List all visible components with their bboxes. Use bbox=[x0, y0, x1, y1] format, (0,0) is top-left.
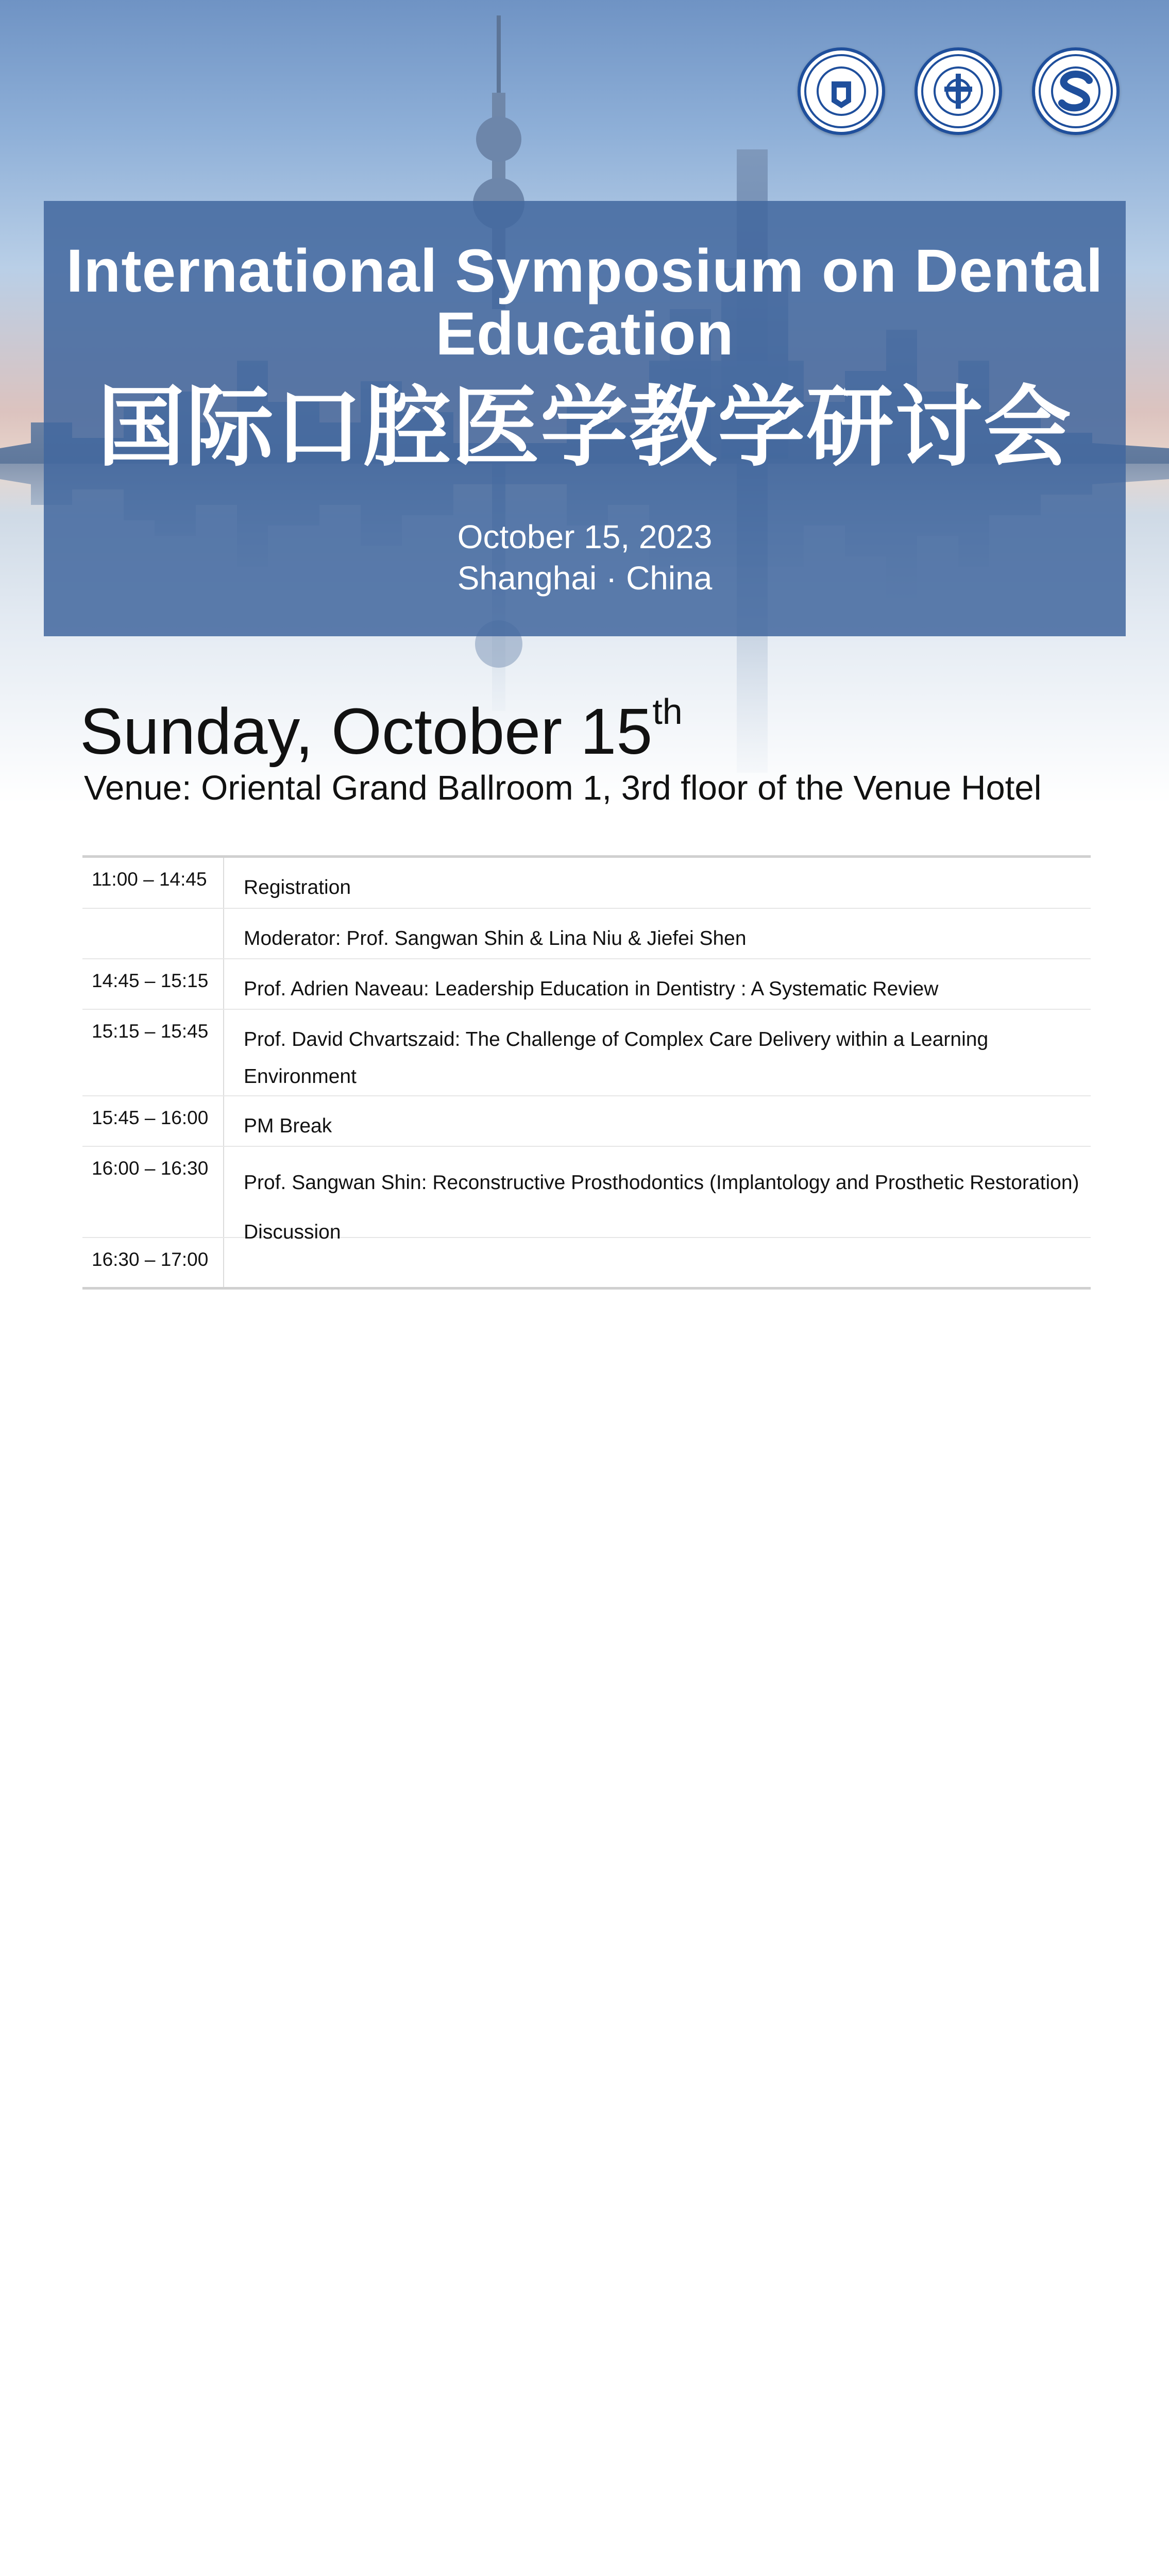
day-heading bbox=[80, 693, 683, 770]
time-cell: 15:15 – 15:45 bbox=[82, 1010, 224, 1095]
table-row bbox=[82, 1096, 1091, 1147]
title-english: International Symposium on Dental Education bbox=[66, 237, 1104, 368]
table-row bbox=[82, 1237, 1091, 1287]
table-row bbox=[82, 1010, 1091, 1096]
event-location: Shanghai · China bbox=[457, 560, 713, 597]
day-title-suffix: th bbox=[652, 691, 683, 732]
description-cell: PM Break bbox=[244, 1115, 332, 1137]
event-date: October 15, 2023 bbox=[457, 518, 713, 555]
title-chinese: 国际口腔医学教学研讨会 bbox=[97, 377, 1072, 479]
time-cell: 15:45 – 16:00 bbox=[82, 1096, 224, 1146]
venue-line: Venue: Oriental Grand Ballroom 1, 3rd floor of the Venue Hotel bbox=[84, 769, 1042, 807]
time-cell: 16:30 – 17:00 bbox=[82, 1238, 224, 1287]
table-row bbox=[82, 959, 1091, 1010]
day-title: Sunday, October 15 bbox=[80, 695, 653, 768]
description-cell bbox=[224, 1238, 1091, 1287]
description-cell: Moderator: Prof. Sangwan Shin & Lina Niu & Jiefei Shen bbox=[244, 927, 747, 950]
schedule-table bbox=[82, 855, 1091, 1290]
table-row bbox=[82, 858, 1091, 909]
description-cell: Registration bbox=[244, 876, 351, 899]
table-row bbox=[82, 909, 1091, 959]
description-cell: Prof. Sangwan Shin: Reconstructive Prosthodontics (Implantology and Prosthetic Restoration) bbox=[244, 1172, 1079, 1194]
description-cell: Prof. Adrien Naveau: Leadership Education in Dentistry : A Systematic Review bbox=[244, 978, 939, 1000]
time-cell: 14:45 – 15:15 bbox=[82, 959, 224, 1009]
table-row bbox=[82, 1147, 1091, 1243]
description-cell: Discussion bbox=[244, 1221, 341, 1243]
university-seal-icon bbox=[798, 47, 885, 135]
title-banner bbox=[44, 201, 1126, 636]
hospital-seal-icon bbox=[914, 47, 1002, 135]
description-cell: Prof. David Chvartszaid: The Challenge of Complex Care Delivery within a Learning Environment bbox=[244, 1028, 989, 1088]
time-cell bbox=[82, 909, 224, 958]
time-cell: 16:00 – 16:30 bbox=[82, 1147, 224, 1237]
school-seal-icon bbox=[1032, 47, 1120, 135]
time-cell: 11:00 – 14:45 bbox=[82, 858, 224, 908]
